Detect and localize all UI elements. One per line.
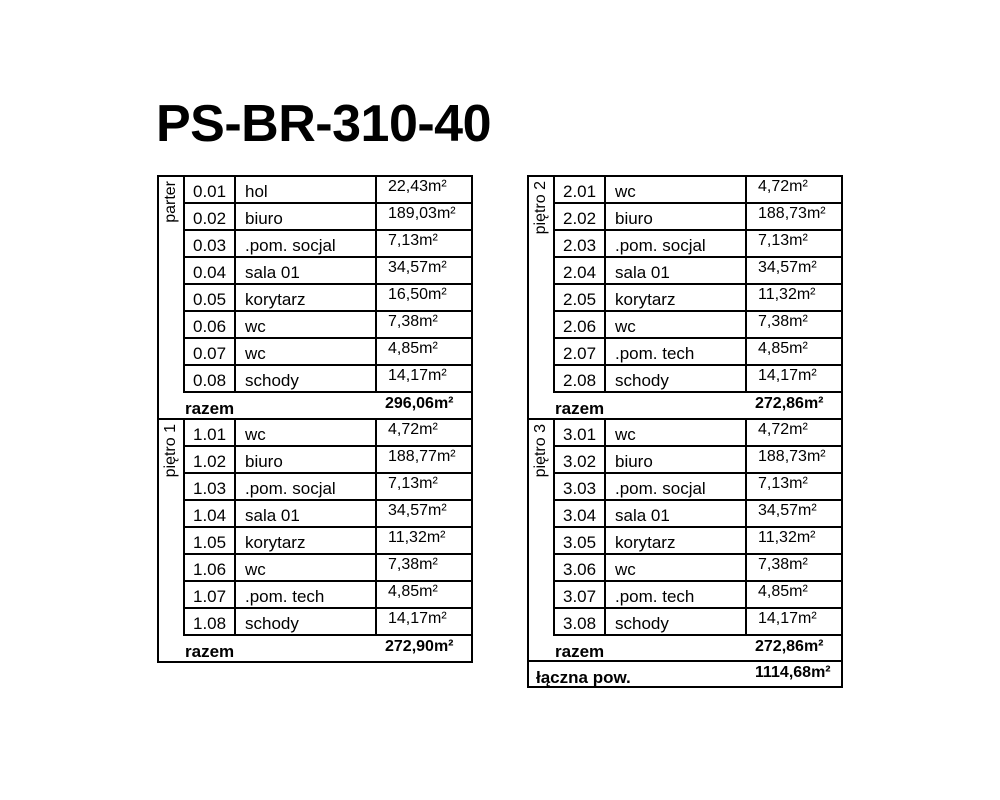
room-number: 2.07 — [563, 344, 597, 363]
table-row — [183, 528, 473, 555]
room-number: 3.04 — [563, 506, 597, 525]
table-row — [183, 555, 473, 582]
room-number: 3.02 — [563, 452, 597, 471]
area-table-right — [527, 175, 843, 661]
table-row — [553, 312, 843, 339]
table-row — [553, 258, 843, 285]
room-area: 14,17m² — [388, 367, 447, 384]
table-row — [183, 609, 473, 636]
floor-sum-row — [159, 393, 471, 419]
table-row — [183, 501, 473, 528]
room-name: .pom. socjal — [615, 236, 706, 255]
floor-section-pietro-2 — [527, 175, 843, 418]
table-row — [553, 366, 843, 393]
floor-section-pietro-3 — [527, 418, 843, 661]
room-number: 3.07 — [563, 587, 597, 606]
room-name: schody — [615, 614, 669, 633]
table-row — [553, 285, 843, 312]
room-number: 1.05 — [193, 533, 227, 552]
room-area: 4,85m² — [388, 340, 438, 357]
room-number: 3.03 — [563, 479, 597, 498]
room-name: hol — [245, 182, 268, 201]
room-name: sala 01 — [615, 506, 670, 525]
room-number: 1.03 — [193, 479, 227, 498]
table-row — [553, 204, 843, 231]
table-row — [553, 231, 843, 258]
table-row — [183, 447, 473, 474]
room-area: 7,13m² — [388, 232, 438, 249]
room-number: 1.04 — [193, 506, 227, 525]
room-area: 188,77m² — [388, 448, 456, 465]
room-area: 22,43m² — [388, 178, 447, 195]
room-name: .pom. socjal — [245, 236, 336, 255]
room-number: 0.07 — [193, 344, 227, 363]
room-name: .pom. tech — [615, 587, 695, 606]
room-area: 7,38m² — [758, 313, 808, 330]
table-row — [183, 285, 473, 312]
room-area: 189,03m² — [388, 205, 456, 222]
room-area: 34,57m² — [388, 259, 447, 276]
room-number: 3.06 — [563, 560, 597, 579]
floor-sum-label: razem — [185, 642, 235, 661]
room-area: 7,13m² — [388, 475, 438, 492]
room-name: .pom. tech — [615, 344, 695, 363]
room-name: korytarz — [245, 533, 306, 552]
room-name: .pom. socjal — [245, 479, 336, 498]
grand-total-row — [527, 660, 843, 688]
room-name: korytarz — [245, 290, 306, 309]
room-number: 3.01 — [563, 425, 597, 444]
room-name: .pom. socjal — [615, 479, 706, 498]
room-area: 4,85m² — [758, 340, 808, 357]
floor-label — [530, 177, 552, 393]
floor-sum-label: razem — [555, 399, 605, 418]
room-number: 0.03 — [193, 236, 227, 255]
room-area: 7,13m² — [758, 475, 808, 492]
floor-label-text: parter — [162, 181, 179, 223]
room-area: 14,17m² — [388, 610, 447, 627]
room-number: 0.04 — [193, 263, 227, 282]
room-area: 188,73m² — [758, 205, 826, 222]
table-row — [553, 420, 843, 447]
floor-section-pietro-1 — [157, 418, 473, 663]
room-area: 188,73m² — [758, 448, 826, 465]
table-row — [553, 528, 843, 555]
room-number: 2.08 — [563, 371, 597, 390]
floor-label — [160, 420, 182, 636]
room-area: 11,32m² — [758, 529, 816, 546]
room-area: 16,50m² — [388, 286, 447, 303]
room-area: 4,72m² — [758, 421, 808, 438]
room-area: 34,57m² — [758, 502, 817, 519]
room-name: sala 01 — [245, 263, 300, 282]
floor-sum-label: razem — [555, 642, 605, 661]
room-area: 4,85m² — [388, 583, 438, 600]
room-area: 11,32m² — [758, 286, 816, 303]
room-area: 34,57m² — [758, 259, 817, 276]
room-number: 1.07 — [193, 587, 227, 606]
room-name: wc — [245, 425, 266, 444]
room-area: 4,72m² — [758, 178, 808, 195]
room-area: 4,85m² — [758, 583, 808, 600]
room-number: 3.05 — [563, 533, 597, 552]
room-name: biuro — [245, 452, 283, 471]
room-name: schody — [245, 614, 299, 633]
table-row — [553, 582, 843, 609]
room-name: sala 01 — [245, 506, 300, 525]
room-name: biuro — [615, 452, 653, 471]
grand-total-label: łączna pow. — [536, 668, 631, 687]
floor-sum-label: razem — [185, 399, 235, 418]
table-row — [553, 339, 843, 366]
area-table-left — [157, 175, 473, 663]
table-row — [183, 582, 473, 609]
floor-sum-value: 296,06m² — [385, 395, 454, 412]
table-row — [183, 339, 473, 366]
room-number: 1.08 — [193, 614, 227, 633]
room-number: 0.08 — [193, 371, 227, 390]
room-number: 2.05 — [563, 290, 597, 309]
room-number: 1.02 — [193, 452, 227, 471]
room-name: .pom. tech — [245, 587, 325, 606]
room-name: wc — [245, 560, 266, 579]
floor-section-parter — [157, 175, 473, 418]
room-number: 2.01 — [563, 182, 597, 201]
floor-label-text: piętro 2 — [532, 181, 549, 235]
table-row — [183, 312, 473, 339]
room-name: schody — [245, 371, 299, 390]
floor-label-text: piętro 3 — [532, 424, 549, 478]
room-area: 7,38m² — [758, 556, 808, 573]
room-name: wc — [615, 182, 636, 201]
floor-sum-row — [529, 636, 841, 662]
floor-sum-value: 272,86m² — [755, 395, 824, 412]
room-number: 2.06 — [563, 317, 597, 336]
room-name: sala 01 — [615, 263, 670, 282]
table-row — [183, 474, 473, 501]
table-row — [553, 609, 843, 636]
room-number: 0.01 — [193, 182, 227, 201]
room-number: 2.02 — [563, 209, 597, 228]
page-title: PS-BR-310-40 — [156, 95, 492, 153]
floor-sum-row — [529, 393, 841, 419]
room-area: 7,38m² — [388, 313, 438, 330]
room-number: 0.05 — [193, 290, 227, 309]
room-area: 4,72m² — [388, 421, 438, 438]
room-number: 1.01 — [193, 425, 227, 444]
room-number: 2.04 — [563, 263, 597, 282]
room-name: biuro — [245, 209, 283, 228]
room-area: 7,38m² — [388, 556, 438, 573]
table-row — [183, 231, 473, 258]
room-area: 14,17m² — [758, 610, 817, 627]
room-name: wc — [615, 425, 636, 444]
room-name: schody — [615, 371, 669, 390]
floor-label — [160, 177, 182, 393]
room-name: biuro — [615, 209, 653, 228]
table-row — [183, 177, 473, 204]
table-row — [183, 204, 473, 231]
floor-sum-value: 272,90m² — [385, 638, 454, 655]
room-number: 1.06 — [193, 560, 227, 579]
room-number: 0.02 — [193, 209, 227, 228]
room-number: 3.08 — [563, 614, 597, 633]
room-area: 14,17m² — [758, 367, 817, 384]
table-row — [553, 447, 843, 474]
room-name: korytarz — [615, 290, 676, 309]
table-row — [183, 366, 473, 393]
grand-total-value: 1114,68m² — [755, 664, 831, 681]
room-name: wc — [615, 560, 636, 579]
room-number: 2.03 — [563, 236, 597, 255]
floor-sum-row — [159, 636, 471, 662]
floor-sum-value: 272,86m² — [755, 638, 824, 655]
table-row — [553, 555, 843, 582]
room-area: 7,13m² — [758, 232, 808, 249]
room-area: 11,32m² — [388, 529, 446, 546]
room-name: wc — [615, 317, 636, 336]
room-area: 34,57m² — [388, 502, 447, 519]
table-row — [183, 258, 473, 285]
floor-label-text: piętro 1 — [162, 424, 179, 478]
table-row — [553, 474, 843, 501]
room-number: 0.06 — [193, 317, 227, 336]
room-name: wc — [245, 317, 266, 336]
room-name: wc — [245, 344, 266, 363]
table-row — [553, 501, 843, 528]
floor-label — [530, 420, 552, 636]
table-row — [183, 420, 473, 447]
table-row — [553, 177, 843, 204]
room-name: korytarz — [615, 533, 676, 552]
